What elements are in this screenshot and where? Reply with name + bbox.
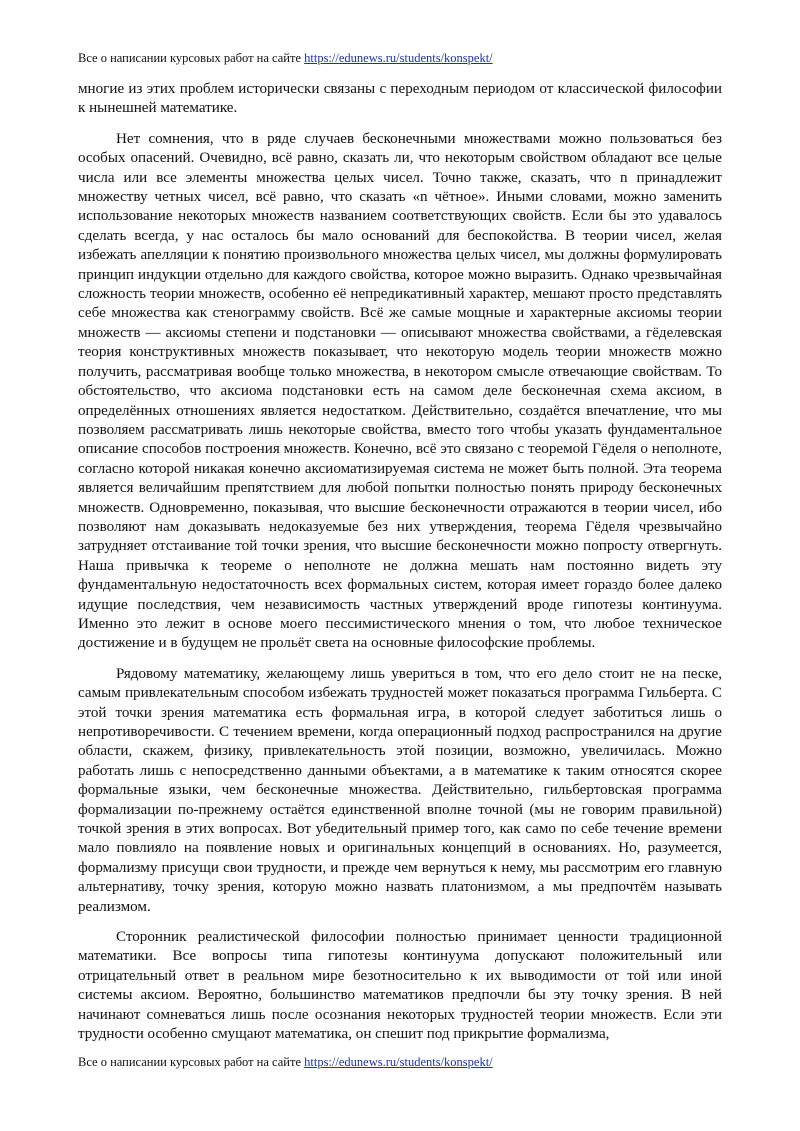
footer-text: Все о написании курсовых работ на сайте (78, 1055, 305, 1069)
page-footer (78, 1054, 493, 1070)
document-body (78, 80, 722, 1048)
header-link[interactable]: https://edunews.ru/students/konspekt/ (304, 51, 493, 65)
paragraph: Сторонник реалистической философии полностью принимает ценности традиционной математики. Все вопросы типа гипотезы континуума допускают положительный или отрицательный ответ в реальном мире безотносительно к их выводимости от той или иной системы аксиом. Вероятно, большинство математиков предпочли бы эту точку зрения. В ней начинают сомневаться лишь после осознания некоторых трудностей теории множеств. Если эти трудности особенно смущают математика, он спешит под прикрытие формализма, (78, 929, 722, 1043)
paragraph: Рядовому математику, желающему лишь увериться в том, что его дело стоит не на песке, самым привлекательным способом избежать трудностей может показаться программа Гильберта. С этой точки зрения математика есть формальная игра, в которой следует заботиться лишь о непротиворечивости. С течением времени, когда операционный подход распространился на другие области, скажем, физику, привлекательность этой позиции, возможно, увеличилась. Можно работать лишь с непосредственно данными объектами, а в математике к таким относятся скорее формальные языки, чем бесконечные множества. Действительно, гильбертовская программа формализации по-прежнему остаётся единственной вполне точной (мы не говорим правильной) точкой зрения в этих вопросах. Вот убедительный пример того, как само по себе течение времени мало повлияло на появление новых и оригинальных концепций в основаниях. Но, разумеется, формализму присущи свои трудности, и прежде чем вернуться к нему, мы рассмотрим его главную альтернативу, точку зрения, которую можно назвать платонизмом, а мы предпочтём называть реализмом. (78, 665, 722, 915)
paragraph: Нет сомнения, что в ряде случаев бесконечными множествами можно пользоваться без особых опасений. Очевидно, всё равно, сказать ли, что некоторым свойством обладают все целые числа или все элементы множества целых чисел. Точно также, сказать, что n принадлежит множеству четных чисел, всё равно, что сказать «n чётное». Иными словами, можно заменить использование некоторых множеств названием соответствующих свойств. Если бы это удавалось сделать всегда, у нас осталось бы мало оснований для беспокойства. В теории чисел, желая избежать апелляции к понятию произвольного множества целых чисел, мы должны формулировать принцип индукции отдельно для каждого свойства, которое можно выразить. Однако чрезвычайная сложность теории множеств, особенно её непредикативный характер, мешают просто представлять себе множества как стенограмму свойств. Всё же самые мощные и характерные аксиомы теории множеств — аксиомы степени и подстановки — описывают множества свойствами, а гёделевская теория конструктивных множеств показывает, что некоторую модель теории множеств можно получить, рассматривая вообще только множества, в некотором смысле отвечающие свойствам. То обстоятельство, что аксиома подстановки есть на самом деле бесконечная схема аксиом, в определённых отношениях является недостатком. Действительно, создаётся впечатление, что мы позволяем рассматривать лишь некоторые свойства, вместо того чтобы указать фундаментальное описание способов построения множеств. Конечно, всё это связано с теоремой Гёделя о неполноте, согласно которой никакая конечно аксиоматизируемая система не может быть полной. Эта теорема является величайшим препятствием для любой попытки полностью понять природу бесконечных множеств. Одновременно, показывая, что высшие бесконечности отражаются в теории чисел, ибо позволяют нам доказывать недоказуемые без них утверждения, теорема Гёделя чрезвычайно затрудняет отстаивание той точки зрения, что высшие бесконечности можно попросту отвергнуть. Наша привычка к теореме о неполноте не должна мешать нам постоянно видеть эту фундаментальную недостаточность всех формальных систем, которая имеет гораздо более далеко идущие последствия, чем независимость частных утверждений вроде гипотезы континуума. Именно это лежит в основе моего пессимистического мнения о том, что любое техническое достижение и в будущем не прольёт света на основные философские проблемы. (78, 130, 722, 652)
page-header (78, 50, 493, 66)
paragraph-continuation: многие из этих проблем исторически связаны с переходным периодом от классической философии к нынешней математике. (78, 81, 722, 117)
footer-link[interactable]: https://edunews.ru/students/konspekt/ (304, 1055, 493, 1069)
header-text: Все о написании курсовых работ на сайте (78, 51, 305, 65)
